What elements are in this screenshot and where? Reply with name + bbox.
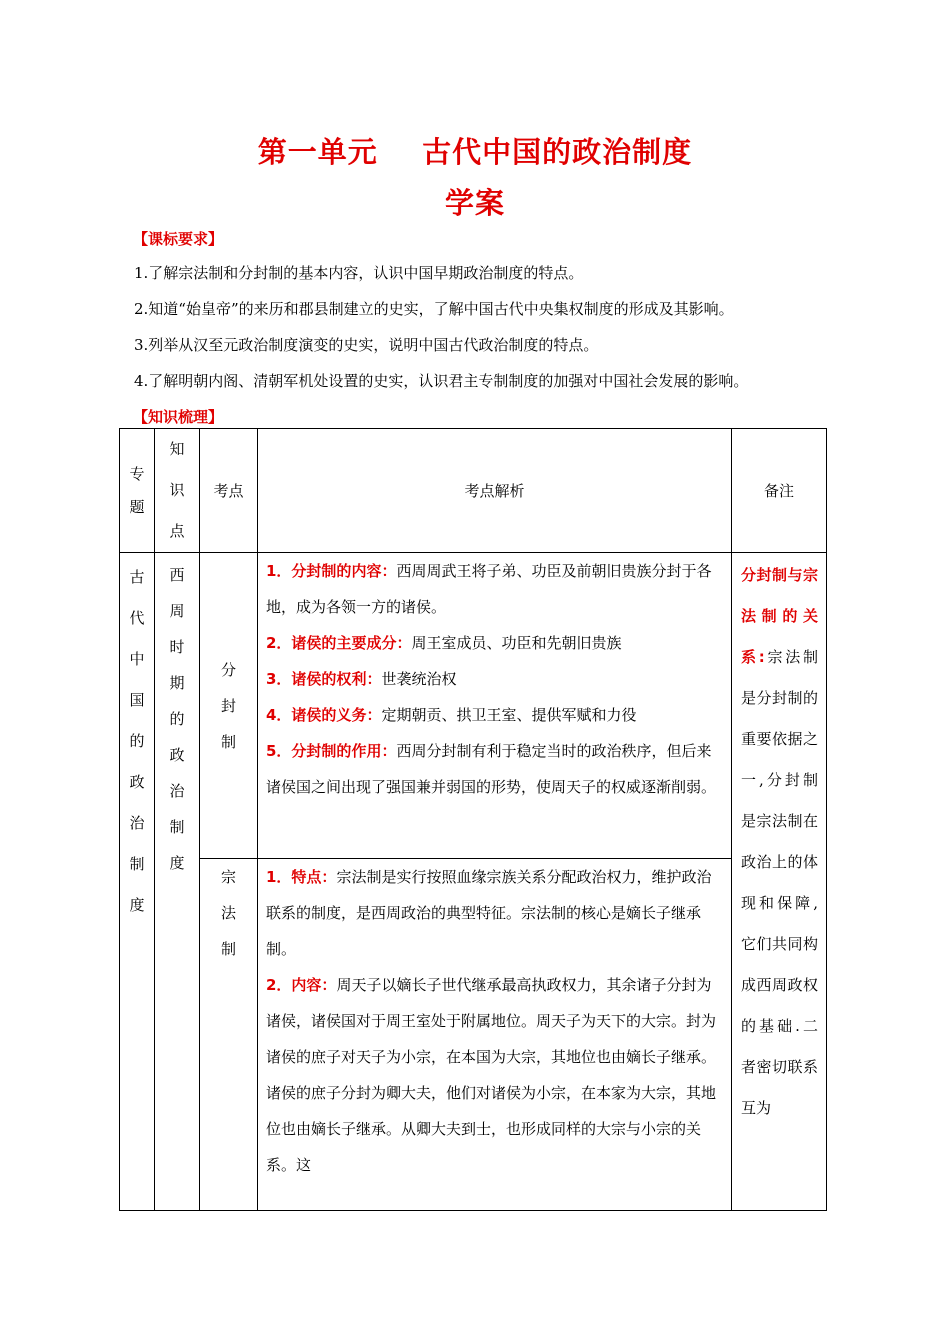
page-subtitle: 学案 bbox=[444, 186, 505, 220]
requirement-item: 2.知道“始皇帝”的来历和郡县制建立的史实，了解中国古代中央集权制度的形成及其影响。 bbox=[134, 300, 734, 318]
header-knowledge: 知识点 bbox=[155, 429, 200, 553]
page-title: 第一单元 古代中国的政治制度 bbox=[257, 135, 693, 169]
requirement-item: 4.了解明朝内阁、清朝军机处设置的史实，认识君主专制制度的加强对中国社会发展的影响。 bbox=[134, 372, 749, 390]
requirement-item: 3.列举从汉至元政治制度演变的史实，说明中国古代政治制度的特点。 bbox=[134, 336, 599, 354]
analysis-item: 3．诸侯的权利：世袭统治权 bbox=[266, 670, 457, 688]
knowledge-table bbox=[119, 428, 827, 1211]
header-note: 备注 bbox=[732, 429, 827, 553]
note-cell bbox=[732, 553, 827, 1211]
table-row bbox=[120, 553, 827, 859]
analysis-cell bbox=[258, 553, 732, 859]
section-requirements-heading: 【课标要求】 bbox=[133, 230, 224, 248]
topic-cell: 古代中国的政治制度 bbox=[120, 553, 155, 1211]
analysis-item: 2．内容：周天子以嫡长子世代继承最高执政权力，其余诸子分封为诸侯，诸侯国对于周王室处于附属地位。周天子为天下的大宗。封为诸侯的庶子对天子为小宗，在本国为大宗，其地位也由嫡长子继承。诸侯的庶子分封为卿大夫，他们对诸侯为小宗，在本家为大宗，其地位也由嫡长子继承。从卿大夫到士，也形成同样的大宗与小宗的关系。这 bbox=[266, 976, 717, 1174]
header-point: 考点 bbox=[200, 429, 258, 553]
analysis-cell bbox=[258, 859, 732, 1211]
table-header-row bbox=[120, 429, 827, 553]
analysis-item: 4．诸侯的义务：定期朝贡、拱卫王室、提供军赋和力役 bbox=[266, 706, 637, 724]
header-topic: 专题 bbox=[120, 429, 155, 553]
note-title: 分封制与宗法制的关系: bbox=[741, 566, 818, 666]
analysis-item: 2．诸侯的主要成分：周王室成员、功臣和先朝旧贵族 bbox=[266, 634, 622, 652]
analysis-item: 1．特点：宗法制是实行按照血缘宗族关系分配政治权力，维护政治联系的制度，是西周政治的典型特征。宗法制的核心是嫡长子继承制。 bbox=[266, 868, 712, 958]
section-knowledge-heading: 【知识梳理】 bbox=[133, 408, 224, 426]
note-text: 宗法制是分封制的重要依据之一,分封制是宗法制在政治上的体现和保障,它们共同构成西周政权的基础.二者密切联系互为 bbox=[741, 648, 818, 1117]
analysis-item: 5．分封制的作用：西周分封制有利于稳定当时的政治秩序，但后来诸侯国之间出现了强国兼并弱国的形势，使周天子的权威逐渐削弱。 bbox=[266, 742, 717, 796]
table-row bbox=[120, 859, 827, 1211]
analysis-item: 1．分封制的内容：西周周武王将子弟、功臣及前朝旧贵族分封于各地，成为各领一方的诸侯。 bbox=[266, 562, 712, 616]
point-cell: 分封制 bbox=[200, 553, 258, 859]
point-cell: 宗法制 bbox=[200, 859, 258, 1211]
knowledge-cell: 西周时期的政治制度 bbox=[155, 553, 200, 1211]
header-analysis: 考点解析 bbox=[258, 429, 732, 553]
requirement-item: 1.了解宗法制和分封制的基本内容，认识中国早期政治制度的特点。 bbox=[134, 264, 584, 282]
